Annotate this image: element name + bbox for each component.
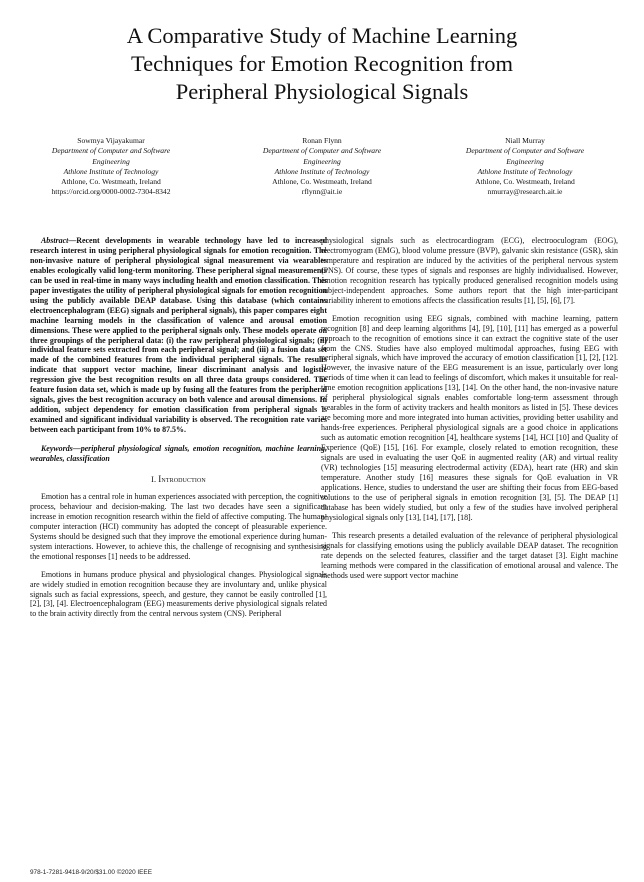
title-line: A Comparative Study of Machine Learning [126, 23, 518, 48]
keywords-text: peripheral physiological signals, emotion recognition, machine learning, wearables, classification [30, 444, 327, 464]
body-paragraph: physiological signals such as electrocardiogram (ECG), electrooculogram (EOG), electromyogram (EMG), blood volume pressure (BVP), galvanic skin resistance (GSR), skin temperature and respiration are induced by the activities of the peripheral nervous system (PNS). Of course, these types of signals and responses are highly individualised. However, emotion recognition research has typically produced generalised recognition models using subject-independent approaches. Some authors report that the high inter-participant variability inherent to emotions affects the classification results [1], [5], [6], [7]. [321, 236, 618, 305]
body-paragraph: This research presents a detailed evaluation of the relevance of peripheral physiological signals for classifying emotions using the publicly available DEAP dataset. The recognition rate depends on the selected features, classifier and the target dataset [3]. Eight machine learning methods were compared in the classification of emotional arousal and valence. The methods used were support vector machine [321, 530, 618, 580]
author-contact: rflynn@ait.ie [301, 187, 343, 197]
author-address: Athlone, Co. Westmeath, Ireland [61, 177, 161, 187]
author-name: Niall Murray [505, 136, 545, 145]
title-line: Peripheral Physiological Signals [175, 79, 469, 104]
author-institute: Athlone Institute of Technology [477, 166, 573, 176]
section-heading [30, 475, 327, 485]
left-column [30, 236, 327, 619]
author-department: Department of Computer and Software [465, 146, 585, 156]
author-institute: Athlone Institute of Technology [63, 166, 159, 176]
section-title: Introduction [158, 473, 206, 484]
author-address: Athlone, Co. Westmeath, Ireland [475, 177, 575, 187]
author-block [222, 136, 422, 198]
keywords [30, 444, 327, 464]
body-paragraph: Emotions in humans produce physical and physiological changes. Physiological signals are widely studied in emotion recognition because they are involuntary and, unlike physical signals such as facial expressions, speech, and gesture, they cannot be easily controlled [1], [2], [3], [4]. Electroencephalogram (EEG) measurements derive physiological signals related to the brain activity directly from the central nervous system (CNS). Peripheral [30, 569, 327, 619]
title-line: Techniques for Emotion Recognition from [130, 51, 514, 76]
abstract-label: Abstract [41, 236, 69, 245]
body-paragraph: Emotion has a central role in human experiences associated with perception, the cognitive process, behaviour and decision-making. The last two decades have seen a significant increase in emotion recognition research within the field of affective computing. The human-computer interaction (HCI) community has adopted the concept of pleasurable experience. Systems should be designed such that they improve the emotional experience during human-system interactions. However, to achieve this, the challenge of recognising and synthesising the emotional responses [1] needs to be addressed. [30, 491, 327, 561]
author-department: Engineering [303, 156, 341, 166]
abstract [30, 236, 327, 435]
author-name: Ronan Flynn [302, 136, 342, 145]
author-department: Department of Computer and Software [262, 146, 382, 156]
author-department: Department of Computer and Software [51, 146, 171, 156]
copyright-footer: 978-1-7281-9418-9/20/$31.00 ©2020 IEEE [30, 869, 152, 876]
author-address: Athlone, Co. Westmeath, Ireland [272, 177, 372, 187]
body-paragraph: Emotion recognition using EEG signals, combined with machine learning, pattern recognition [8] and deep learning algorithms [4], [9], [10], [11] has emerged as a powerful approach to the recognition of emotions since it can extract the cognitive state of the user from the CNS. Studies have also employed multimodal approaches, fusing EEG with peripheral signals, which have improved the accuracy of emotion classification [1], [2], [12]. However, the invasive nature of the EEG measurement is an issue, particularly over long periods of time when it can lead to feelings of discomfort, which makes it unsuitable for real-time emotion recognition applications [13], [14]. On the other hand, the non-invasive nature of peripheral physiological signals enables comfortable long-term assessment through wearables in the form of activity trackers and health monitors as listed in [5]. These devices are becoming more and more integrated into human activities, providing better usability and hands-free experiences. Peripheral physiological signals are a good choice in applications such as automatic emotion recognition [4], healthcare systems [14], HCI [10] and Quality of Experience (QoE) [15], [16]. For example, closely related to emotion recognition, these signals are used in evaluating the user QoE in augmented reality (AR) and virtual reality (VR) technologies [15] measuring electrodermal activity (EDA), heart rate (HR) and skin temperature. Another study [16] measures these signals for QoE evaluation in VR applications. Hence, studies to understand the user are shifting their focus from EEG-based solutions to the use of peripheral signals in emotion recognition [3], [5]. The DEAP [1] database has been widely studied, but only a few of the studies have involved peripheral physiological signals only [13], [14], [17], [18]. [321, 313, 618, 522]
section-numeral: I. [151, 474, 157, 484]
author-department: Engineering [506, 156, 544, 166]
author-name: Sowmya Vijayakumar [77, 136, 145, 145]
abstract-dash: — [68, 236, 77, 245]
right-column [321, 236, 618, 580]
author-contact: https://orcid.org/0000-0002-7304-8342 [51, 187, 171, 197]
author-contact: nmurray@research.ait.ie [487, 187, 563, 197]
keywords-label: Keywords [41, 444, 73, 454]
paper-title [30, 22, 614, 106]
author-institute: Athlone Institute of Technology [274, 166, 370, 176]
author-department: Engineering [92, 156, 130, 166]
abstract-text: Recent developments in wearable technology have led to increased research interest in using peripheral physiological signals for emotion recognition. The non-invasive nature of peripheral physiological signal measurement via wearables enables ecologically valid long-term monitoring. These peripheral signal measurements can be used in real-time in many ways including health and emotion classification. This paper investigates the utility of peripheral physiological signals for emotion recognition using the publicly available DEAP database. Using this database (which contains electroencephalogram (EEG) signals and peripheral signals), this paper compares eight machine learning models in the classification of valence and arousal emotion dimensions. These were applied to the peripheral signals only. These models operate on three groupings of the peripheral data: (i) the raw peripheral physiological signals; (ii) individual feature sets extracted from each peripheral signal; and (iii) a fusion data set made of the combined features from the individual peripheral signals. The results indicate that support vector machine, linear discriminant analysis and logistic regression give the best recognition results on all three data groups considered. The feature fusion data set, which is made up by fusing all the features from the peripheral signals, gives the best recognition accuracy on both valence and arousal dimensions. In addition, subject dependency for emotion classification from peripheral signals is examined and significant individual variability is observed. The recognition rate varies between each participant from 10% to 87.5%. [30, 236, 327, 435]
author-block [425, 136, 625, 198]
keywords-dash: — [72, 444, 81, 454]
author-block [11, 136, 211, 198]
